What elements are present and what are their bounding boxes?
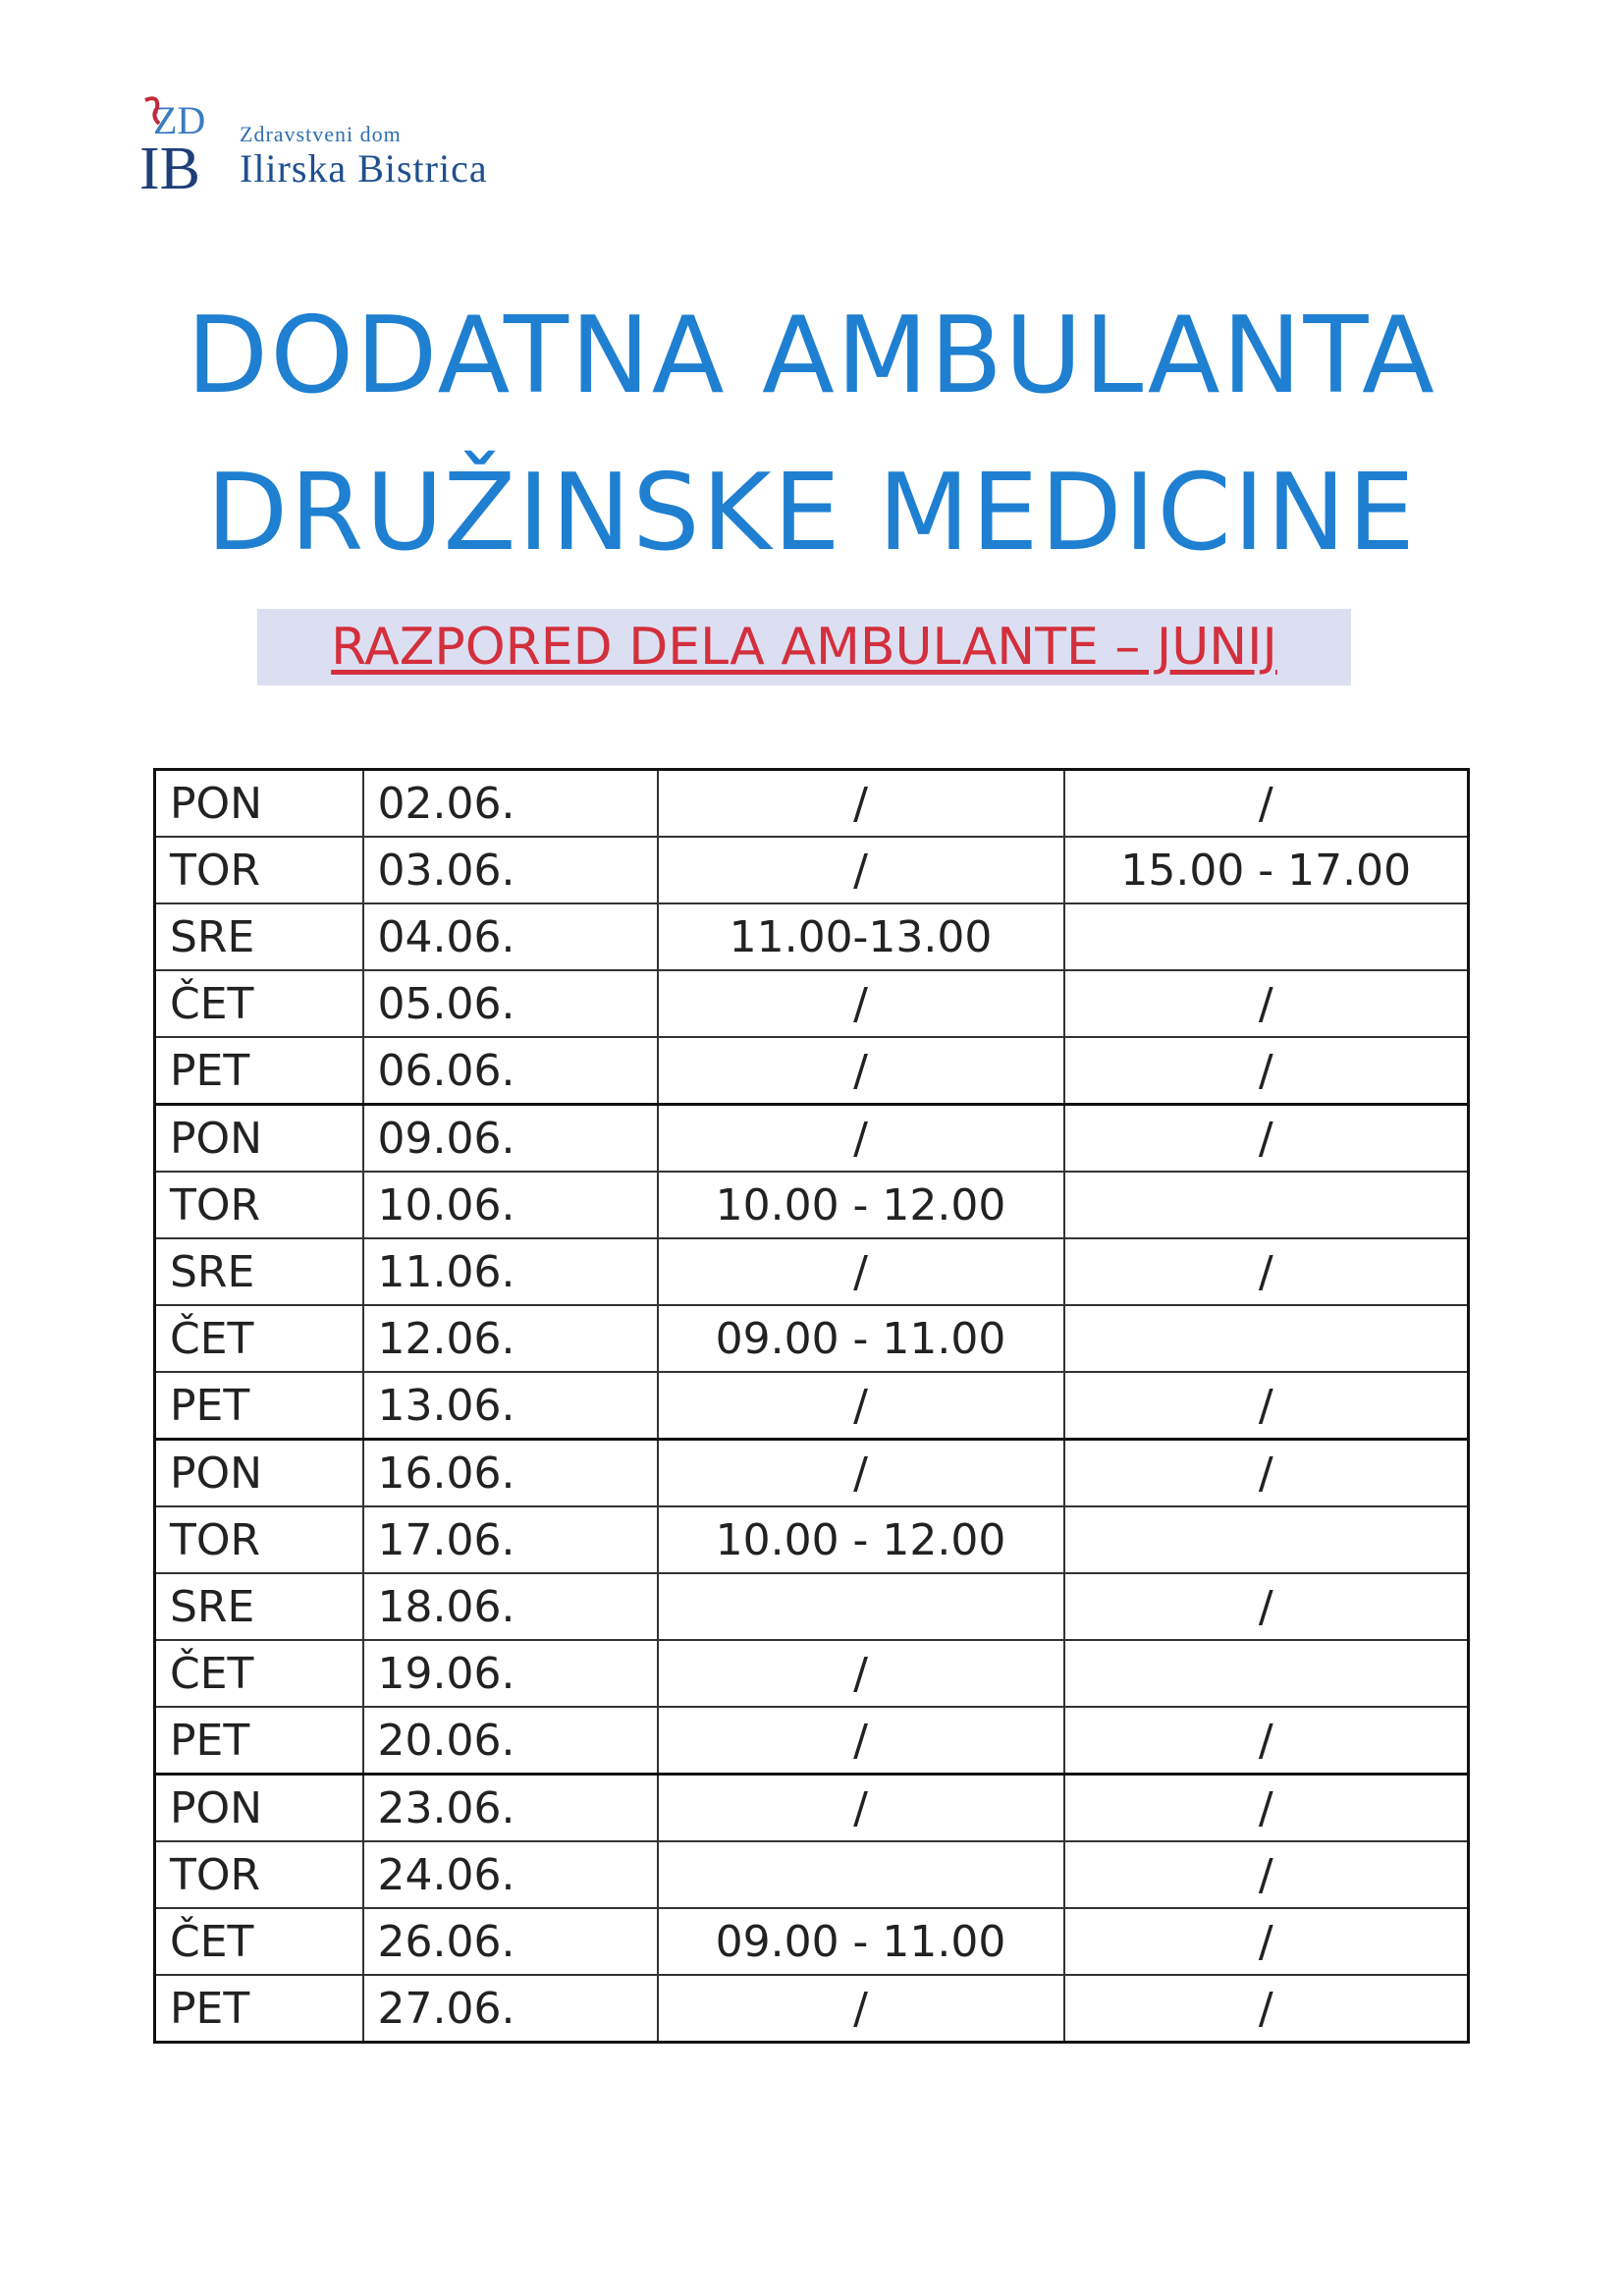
day-cell: SRE bbox=[155, 1238, 363, 1305]
date-cell: 09.06. bbox=[363, 1105, 658, 1173]
table-row bbox=[155, 1640, 1469, 1707]
time-cell-second: / bbox=[1064, 1775, 1469, 1842]
schedule-table bbox=[153, 768, 1470, 2044]
page-title-line2: DRUŽINSKE MEDICINE bbox=[206, 452, 1417, 574]
time-cell-second: / bbox=[1064, 1975, 1469, 2043]
date-cell: 05.06. bbox=[363, 970, 658, 1037]
logo bbox=[137, 94, 501, 212]
time-cell-second: 15.00 - 17.00 bbox=[1064, 837, 1469, 903]
time-cell-first: 11.00-13.00 bbox=[658, 903, 1064, 970]
table-row bbox=[155, 1573, 1469, 1640]
time-cell-first: 10.00 - 12.00 bbox=[658, 1172, 1064, 1238]
time-cell-first: / bbox=[658, 770, 1064, 838]
table-row bbox=[155, 1037, 1469, 1105]
day-cell: PON bbox=[155, 1775, 363, 1842]
time-cell-second: / bbox=[1064, 1238, 1469, 1305]
zd-ib-monogram-icon bbox=[137, 94, 232, 192]
table-row bbox=[155, 1707, 1469, 1775]
date-cell: 27.06. bbox=[363, 1975, 658, 2043]
time-cell-second bbox=[1064, 1640, 1469, 1707]
time-cell-second bbox=[1064, 1506, 1469, 1573]
date-cell: 19.06. bbox=[363, 1640, 658, 1707]
day-cell: PET bbox=[155, 1372, 363, 1440]
day-cell: SRE bbox=[155, 1573, 363, 1640]
day-cell: PON bbox=[155, 1440, 363, 1507]
date-cell: 26.06. bbox=[363, 1908, 658, 1975]
time-cell-first: / bbox=[658, 1372, 1064, 1440]
day-cell: TOR bbox=[155, 1506, 363, 1573]
date-cell: 02.06. bbox=[363, 770, 658, 838]
table-row bbox=[155, 1506, 1469, 1573]
day-cell: PET bbox=[155, 1975, 363, 2043]
date-cell: 11.06. bbox=[363, 1238, 658, 1305]
time-cell-second bbox=[1064, 1172, 1469, 1238]
time-cell-second: / bbox=[1064, 1707, 1469, 1775]
time-cell-second: / bbox=[1064, 1573, 1469, 1640]
day-cell: TOR bbox=[155, 1841, 363, 1908]
time-cell-second bbox=[1064, 1305, 1469, 1372]
table-row bbox=[155, 1440, 1469, 1507]
date-cell: 18.06. bbox=[363, 1573, 658, 1640]
day-cell: PET bbox=[155, 1037, 363, 1105]
table-row bbox=[155, 1372, 1469, 1440]
time-cell-first: / bbox=[658, 1707, 1064, 1775]
day-cell: ČET bbox=[155, 1908, 363, 1975]
date-cell: 04.06. bbox=[363, 903, 658, 970]
table-row bbox=[155, 1105, 1469, 1173]
logo-name-line2: Ilirska Bistrica bbox=[240, 146, 488, 191]
date-cell: 17.06. bbox=[363, 1506, 658, 1573]
time-cell-first: / bbox=[658, 1775, 1064, 1842]
day-cell: TOR bbox=[155, 837, 363, 903]
date-cell: 13.06. bbox=[363, 1372, 658, 1440]
logo-name-line1: Zdravstveni dom bbox=[240, 122, 402, 146]
day-cell: PET bbox=[155, 1707, 363, 1775]
time-cell-first: / bbox=[658, 1037, 1064, 1105]
date-cell: 06.06. bbox=[363, 1037, 658, 1105]
time-cell-first: / bbox=[658, 1975, 1064, 2043]
table-row bbox=[155, 1841, 1469, 1908]
time-cell-first: / bbox=[658, 1640, 1064, 1707]
day-cell: ČET bbox=[155, 1305, 363, 1372]
date-cell: 03.06. bbox=[363, 837, 658, 903]
table-row bbox=[155, 970, 1469, 1037]
time-cell-second: / bbox=[1064, 770, 1469, 838]
table-row bbox=[155, 1172, 1469, 1238]
table-row bbox=[155, 1305, 1469, 1372]
time-cell-second: / bbox=[1064, 1440, 1469, 1507]
table-row bbox=[155, 1975, 1469, 2043]
page-subtitle: RAZPORED DELA AMBULANTE – JUNIJ bbox=[257, 609, 1351, 685]
day-cell: SRE bbox=[155, 903, 363, 970]
date-cell: 16.06. bbox=[363, 1440, 658, 1507]
time-cell-first: 09.00 - 11.00 bbox=[658, 1908, 1064, 1975]
table-row bbox=[155, 1908, 1469, 1975]
date-cell: 24.06. bbox=[363, 1841, 658, 1908]
day-cell: PON bbox=[155, 1105, 363, 1173]
day-cell: ČET bbox=[155, 970, 363, 1037]
time-cell-first: 09.00 - 11.00 bbox=[658, 1305, 1064, 1372]
time-cell-second: / bbox=[1064, 970, 1469, 1037]
table-row bbox=[155, 837, 1469, 903]
day-cell: PON bbox=[155, 770, 363, 838]
date-cell: 23.06. bbox=[363, 1775, 658, 1842]
time-cell-first: / bbox=[658, 1440, 1064, 1507]
day-cell: TOR bbox=[155, 1172, 363, 1238]
time-cell-first bbox=[658, 1841, 1064, 1908]
table-row bbox=[155, 1775, 1469, 1842]
time-cell-second: / bbox=[1064, 1841, 1469, 1908]
time-cell-first: / bbox=[658, 1238, 1064, 1305]
time-cell-first: / bbox=[658, 970, 1064, 1037]
time-cell-second: / bbox=[1064, 1037, 1469, 1105]
day-cell: ČET bbox=[155, 1640, 363, 1707]
date-cell: 12.06. bbox=[363, 1305, 658, 1372]
svg-text:IB: IB bbox=[139, 136, 200, 192]
time-cell-second: / bbox=[1064, 1908, 1469, 1975]
date-cell: 20.06. bbox=[363, 1707, 658, 1775]
time-cell-first: 10.00 - 12.00 bbox=[658, 1506, 1064, 1573]
time-cell-first: / bbox=[658, 1105, 1064, 1173]
table-row bbox=[155, 903, 1469, 970]
time-cell-second: / bbox=[1064, 1372, 1469, 1440]
time-cell-first: / bbox=[658, 837, 1064, 903]
date-cell: 10.06. bbox=[363, 1172, 658, 1238]
table-row bbox=[155, 770, 1469, 838]
page-title-line1: DODATNA AMBULANTA bbox=[187, 295, 1436, 417]
time-cell-second bbox=[1064, 903, 1469, 970]
svg-text:ZD: ZD bbox=[153, 98, 206, 142]
table-row bbox=[155, 1238, 1469, 1305]
time-cell-first bbox=[658, 1573, 1064, 1640]
time-cell-second: / bbox=[1064, 1105, 1469, 1173]
